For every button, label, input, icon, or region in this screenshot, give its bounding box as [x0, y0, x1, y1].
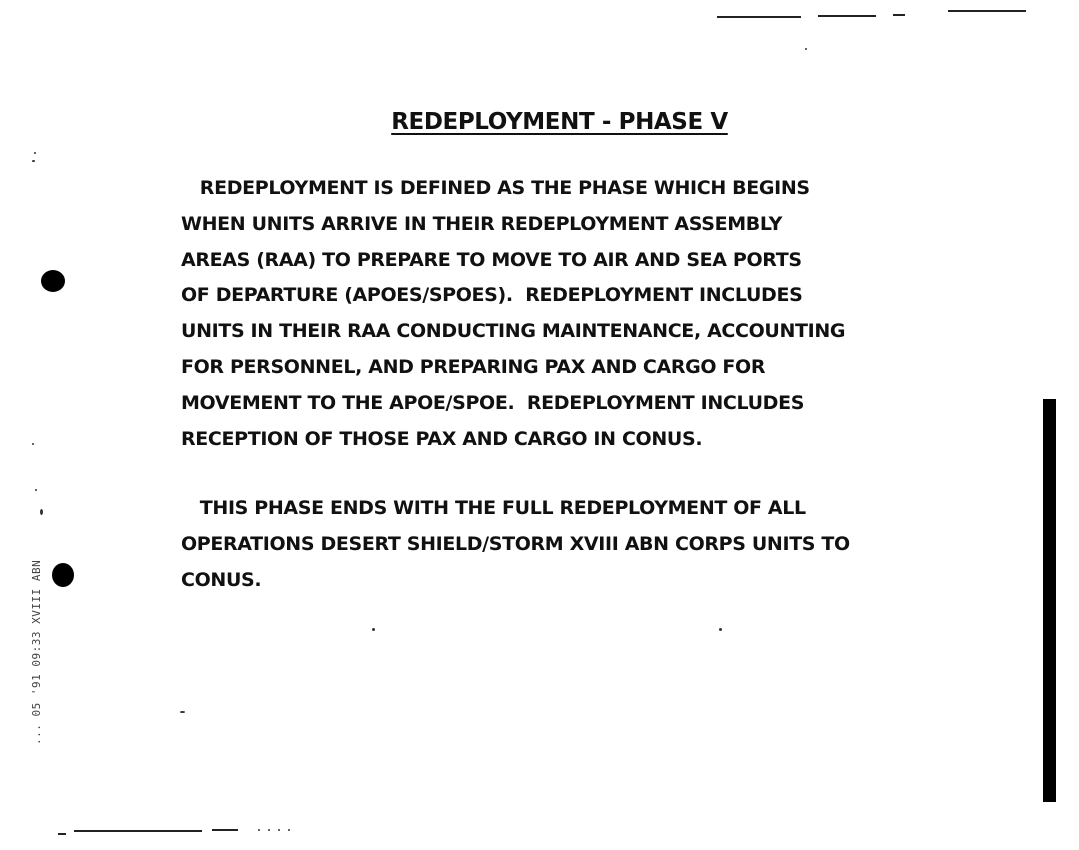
scan-speck: [258, 829, 260, 831]
scan-mark: [893, 14, 905, 16]
paragraph-line: THIS PHASE ENDS WITH THE FULL REDEPLOYMENT OF ALL: [181, 497, 806, 519]
scan-speck: [180, 711, 185, 713]
scan-speck: [719, 628, 722, 631]
punch-hole: [41, 270, 65, 292]
scan-mark: [948, 10, 1026, 12]
paragraph-end-condition: [181, 491, 971, 598]
paragraph-line: REDEPLOYMENT IS DEFINED AS THE PHASE WHICH BEGINS: [181, 177, 810, 199]
scan-speck: [40, 509, 43, 515]
fax-header-stamp: ... 05 '91 09:33 XVIII ABN: [30, 559, 43, 745]
scan-speck: [288, 829, 290, 831]
paragraph-line: MOVEMENT TO THE APOE/SPOE. REDEPLOYMENT INCLUDES: [181, 391, 805, 414]
scan-speck: [32, 443, 34, 445]
scan-speck: [35, 489, 37, 491]
scan-speck: [34, 152, 36, 154]
scan-mark: [818, 15, 876, 17]
scan-mark: [58, 833, 66, 835]
paragraph-line: RECEPTION OF THOSE PAX AND CARGO IN CONUS.: [181, 427, 703, 450]
scan-edge-bar: [1043, 399, 1056, 802]
paragraph-definition: [181, 171, 971, 457]
punch-hole: [52, 563, 74, 587]
scan-mark: [717, 16, 801, 18]
scan-speck: [805, 48, 807, 50]
scan-mark: [212, 829, 238, 831]
paragraph-line: WHEN UNITS ARRIVE IN THEIR REDEPLOYMENT ASSEMBLY: [181, 212, 783, 235]
scan-speck: [268, 829, 270, 831]
scan-speck: [372, 628, 375, 631]
paragraph-line: UNITS IN THEIR RAA CONDUCTING MAINTENANCE, ACCOUNTING: [181, 320, 846, 343]
scan-speck: [278, 829, 280, 831]
page-title: REDEPLOYMENT - PHASE V: [391, 109, 728, 135]
paragraph-line: AREAS (RAA) TO PREPARE TO MOVE TO AIR AND SEA PORTS: [181, 248, 802, 271]
scan-mark: [74, 830, 202, 832]
paragraph-line: FOR PERSONNEL, AND PREPARING PAX AND CARGO FOR: [181, 355, 766, 378]
paragraph-line: OF DEPARTURE (APOES/SPOES). REDEPLOYMENT INCLUDES: [181, 284, 803, 307]
paragraph-line: CONUS.: [181, 568, 262, 591]
scan-speck: [32, 160, 35, 162]
paragraph-line: OPERATIONS DESERT SHIELD/STORM XVIII ABN CORPS UNITS TO: [181, 532, 850, 555]
